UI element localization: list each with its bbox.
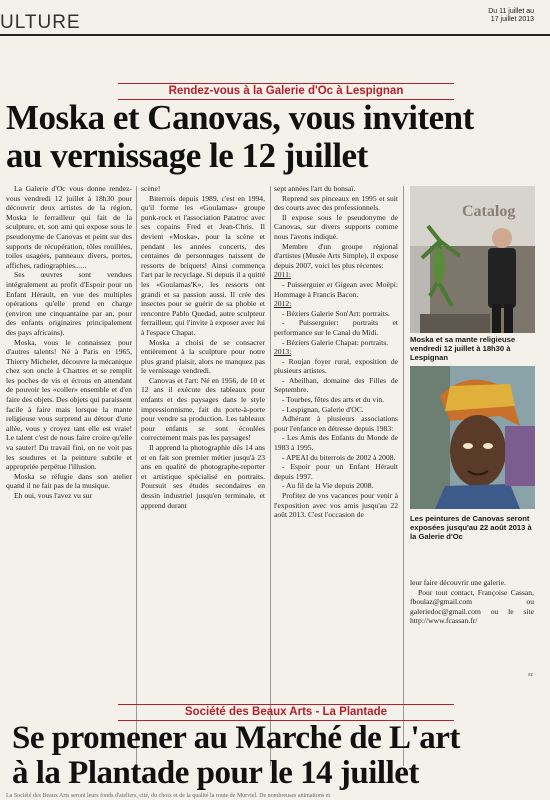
article1-column2 (141, 184, 265, 764)
paragraph: Adhérant à plusieurs associations pour l'enfance en détresse depuis 1983: (274, 414, 398, 433)
photo2-caption: Les peintures de Canovas seront exposées jusqu'au 22 août 2013 à la Galerie d'Oc (410, 514, 532, 541)
canovas-painting-image (410, 366, 535, 509)
issue-date (488, 8, 534, 24)
moska-mantis-image (410, 186, 535, 333)
author-signature: sz (528, 672, 533, 678)
paragraph: scène! (141, 184, 161, 193)
article1-column1 (6, 184, 132, 764)
paragraph: - Espoir pour un Enfant Hérault depuis 1997. (274, 462, 398, 481)
paragraph: - Au fil de la Vie depuis 2008. (282, 481, 374, 491)
expo-year: 2012: (274, 299, 292, 309)
paragraph: Membre d'un groupe régional d'artistes (Musée Arts Simple), il expose depuis 2007, voici les plus récentes: (274, 241, 398, 270)
paragraph: leur faire découvrir une galerie. (410, 578, 506, 587)
canovas-painting-photo (410, 366, 535, 509)
kicker-rule-top (118, 83, 454, 84)
article1-column3 (274, 184, 398, 764)
article2-headline-line1: Se promener au Marché de L'art (12, 720, 460, 756)
paragraph: Eh oui, vous l'avez vu sur (14, 491, 93, 500)
issue-date-line2: 17 juillet 2013 (490, 16, 534, 23)
paragraph: Moska, vous le connaissez pour d'autres talents! Né à Paris en 1965, Thierry Michelet, découvre la mécanique chez son oncle à Chartres et se remplit les poches de vis et écrous en attendant de pouvoir les «coller» ensemble et d'en faire des objets. Des objets qui paraissent facile à faire mais lorsque la mante religieuse vous surprend au détour d'une allée, vous y croyez tant elle est vraie! Le talent c'est de nous faire croire qu'elle va sauter! Du travail fini, on ne voit pas les soudures et la peinture subtile et appropriée perpétue l'illusion. (6, 337, 132, 472)
paragraph: Il expose sous le pseudonyme de Canovas, sur divers supports comme nous l'avons indiqué. (274, 212, 398, 241)
paragraph: - APEAI du biterrois de 2002 à 2008. (282, 452, 396, 462)
photo-background-text: Catalog (462, 203, 516, 220)
article1-headline-line2: au vernissage le 12 juillet (6, 136, 368, 175)
article1-column4 (410, 578, 534, 668)
expo-item: - Abeilhan, domaine des Filles de Septembre. (274, 375, 398, 395)
expo-item: - Tourbes, fêtes des arts et du vin. (282, 395, 385, 405)
paragraph: Pour tout contact, Françoise Cassan, fboulaz@gmail.com ou galeriedoc@gmail.com ou le site http://www.fcassan.fr/ (410, 587, 534, 626)
moska-mantis-photo (410, 186, 535, 333)
article1-headline-line1: Moska et Canovas, vous invitent (6, 98, 474, 137)
column-divider (270, 186, 271, 766)
kicker-rule-top (118, 704, 454, 705)
paragraph: Canovas et l'art: Né en 1956, de 10 et 12 ans il exécute des tableaux pour enfants et des paysages dans le style impressionnisme, fait du porte-à-porte pour vendre sa production. Les tableaux pour enfants se sont écoulées correctement mais pas les paysages! (141, 375, 265, 443)
issue-date-line1: Du 11 juillet au (488, 8, 534, 15)
header-rule (0, 34, 550, 36)
paragraph: Reprend ses pinceaux en 1995 et suit des courts avec des professionnels. (274, 193, 398, 213)
paragraph: Biterrois depuis 1989, c'est en 1994, qu'il forme les «Goulamas» groupe punk-rock et l'association Patatroc avec ses copains Fred et Jean-Chris. Il devient «Moska», pour la scène et pendant les années concerts, des centaines de personnages naissent de ressorts de briquets! Ainsi commença l'art par le recyclage. Si depuis il a quitté les «Goulamas'K», les ressorts ont grandi et sa passion aussi. Il crée des insectes pour se guérir de sa phobie et rencontre Pablo Quedad, autre sculpteur ferrailleur, qui l'invite à exposer avec lui à l'espace Chapat. (141, 193, 265, 337)
section-title: ULTURE (0, 12, 81, 33)
expo-item: - Puisserguier et Gigean avec Moëpi: Hommage à Francis Bacon. (274, 279, 398, 299)
column-divider (136, 186, 137, 766)
paragraph: Moska se réfugie dans son atelier quand il ne fait pas de la musique. (6, 471, 132, 491)
expo-year: 2013: (274, 347, 292, 357)
article2-headline-line2: à la Plantade pour le 14 juillet (12, 755, 419, 791)
paragraph: Il apprend la photographie dès 14 ans et en fait son premier métier jusqu'à 23 ans en qualité de photographe-reporter et artistique spécialisé en portraits. Poursuit ses études secondaires en dessin industriel jusqu'en terminale, et apprend durant (141, 443, 265, 510)
article2-kicker: Société des Beaux Arts - La Plantade (184, 706, 388, 718)
expo-item: - Béziers Galerie Chapat: portraits. (282, 337, 389, 347)
article2-teaser: La Société des Beaux Arts seront leurs fonds d'ateliers, cité, du choix et de la qualité la route de Murviel. De nombreuses animations et (6, 793, 330, 799)
expo-year: 2011: (274, 270, 292, 280)
paragraph: Moska a choisi de se consacrer entièrement à la sculpture pour notre plus grand plaisir, alors ne manquez pas le vernissage vendredi. (141, 337, 265, 376)
paragraph: Ses œuvres sont vendues intégralement au profit d'Espoir pour un Enfant Hérault, en vue des multiples opérations qu'elle prend en charge (environ une cinquantaine par an, pour des enfants originaires principalement des pays africains). (6, 270, 132, 337)
paragraph: - Les Amis des Enfants du Monde de 1983 à 1995. (274, 433, 398, 453)
expo-item: - Roujan foyer rural, exposition de plusieurs artistes. (274, 356, 398, 376)
photo1-caption: Moska et sa mante religieuse vendredi 12 juillet à 18h30 à Lespignan (410, 335, 516, 362)
article1-kicker: Rendez-vous à la Galerie d'Oc à Lespignan (168, 85, 404, 97)
expo-item: - Béziers Galerie Son'Art: portraits. (282, 308, 390, 318)
paragraph: Profitez de vos vacances pour venir à l'exposition avec vos amis jusqu'au 22 août 2013. C'est l'occasion de (274, 491, 398, 520)
paragraph: sept années l'art du bonsaï. (274, 184, 356, 193)
paragraph: La Galerie d'Oc vous donne rendez-vous vendredi 12 juillet à 18h30 pour découvrir deux artistes de la région, Moska le ferrailleur qui fait de la sculpture, et, son ami qui expose sous le pseudonyme de Canovas et peint sur des supports de récupération, tôles rouillées, toiles usagées, panneaux divers, portes, affiches, radiographies...... (6, 184, 132, 270)
expo-item: - Puisserguier: portraits et performance sur le Canal du Midi. (274, 318, 398, 337)
expo-item: - Lespignan, Galerie d'OC. (282, 404, 364, 414)
column-divider (403, 186, 404, 766)
